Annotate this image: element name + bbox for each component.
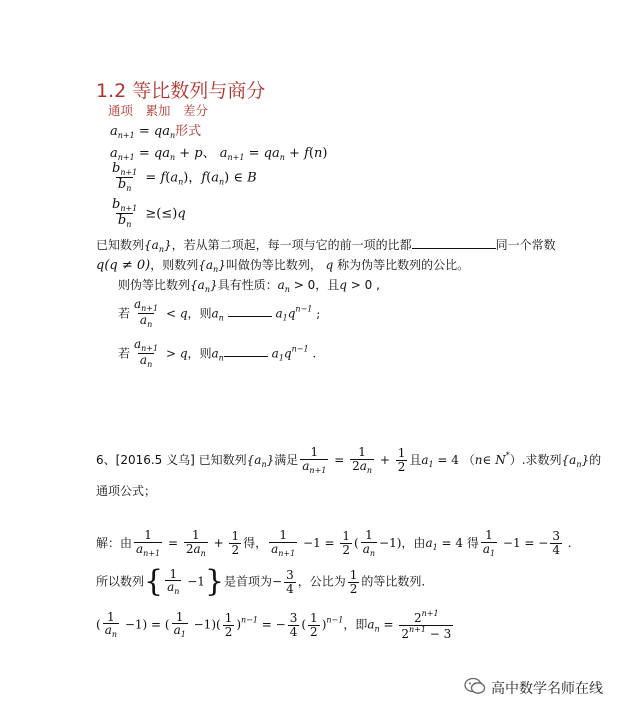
formula-recurrence-basic: $a_{n+1} = qa_n$形式 bbox=[110, 124, 202, 140]
wechat-icon bbox=[464, 677, 486, 695]
formula-suffix: 形式 bbox=[175, 124, 202, 139]
definition-line-1: 已知数列$\{a_n\}$，若从第二项起，每一项与它的前一项的比都 同一个常数 bbox=[96, 238, 556, 254]
solution-line-1: 解：由 $\frac{1}{a_{n+1}}$ = $\frac{1}{2a_n}$ + $\frac{1}{2}$ 得， $\frac{1}{a_{n+1}}$ −1 = $\frac{1}{2}$ ( $\frac{1}{a_n}$ −1)，由$a_1 = 4$ 得 $\frac{1}{a_1}$ −1 = − $\frac{3}{4}$ . bbox=[96, 528, 572, 558]
solution-line-3: ( $\frac{1}{a_n}$ −1) = ( $\frac{1}{a_1}$ −1)( $\frac{1}{2}$ )$^{n-1}$ = − $\frac{3}{4}$ ( $\frac{1}{2}$ )$^{n-1}$，即$a_n$ = $\frac{2^{n+1}}{2^{n+1} - 3}$ bbox=[96, 609, 452, 641]
solution-line-2: 所以数列{ $\frac{1}{a_n}$ −1}是首项为− $\frac{3}{4}$ ，公比为 $\frac{1}{2}$ 的等比数列. bbox=[96, 564, 426, 599]
property-case-1: 若 $\frac{a_{n+1}}{a_n}$ < q，则$a_n$ $a_1q^{n-1}$ ; bbox=[118, 297, 321, 330]
definition-line-3: 则伪等比数列$\{a_n\}$具有性质：$a_n > 0$，且q > 0 , bbox=[118, 278, 380, 294]
problem-statement: 6、[2016.5 义乌] 已知数列$\{a_n\}$满足 $\frac{1}{a_{n+1}}$ = $\frac{1}{2a_n}$ + $\frac{1}{2}$ 且$a_1 = 4$ （n∈ N*）.求数列$\{a_n\}$的 bbox=[96, 445, 602, 475]
problem-line-2: 通项公式； bbox=[96, 484, 157, 498]
property-case-2: 若 $\frac{a_{n+1}}{a_n}$ > q，则$a_n$ $a_1q^{n-1}$ . bbox=[118, 337, 317, 370]
formula-inequality: $\frac{b_{n+1}}{b_n}$ ≥(≤)q bbox=[112, 197, 186, 230]
formula-recurrence-forms: $a_{n+1} = qa_n + p$、 $a_{n+1} = qa_n + f(n)$ bbox=[110, 146, 328, 162]
definition-line-2: q(q ≠ 0)，则数列$\{a_n\}$叫做伪等比数列， q 称为伪等比数列的公比。 bbox=[96, 258, 470, 274]
formula-quotient: $\frac{b_{n+1}}{b_n}$ = $f(a_n)$，$f(a_n)$ ∈ B bbox=[112, 161, 257, 194]
section-title: 1.2 等比数列与商分 bbox=[96, 80, 266, 102]
watermark-text: 高中数学名师在线 bbox=[491, 681, 603, 697]
section-subtitle: 通项 累加 差分 bbox=[108, 103, 209, 118]
